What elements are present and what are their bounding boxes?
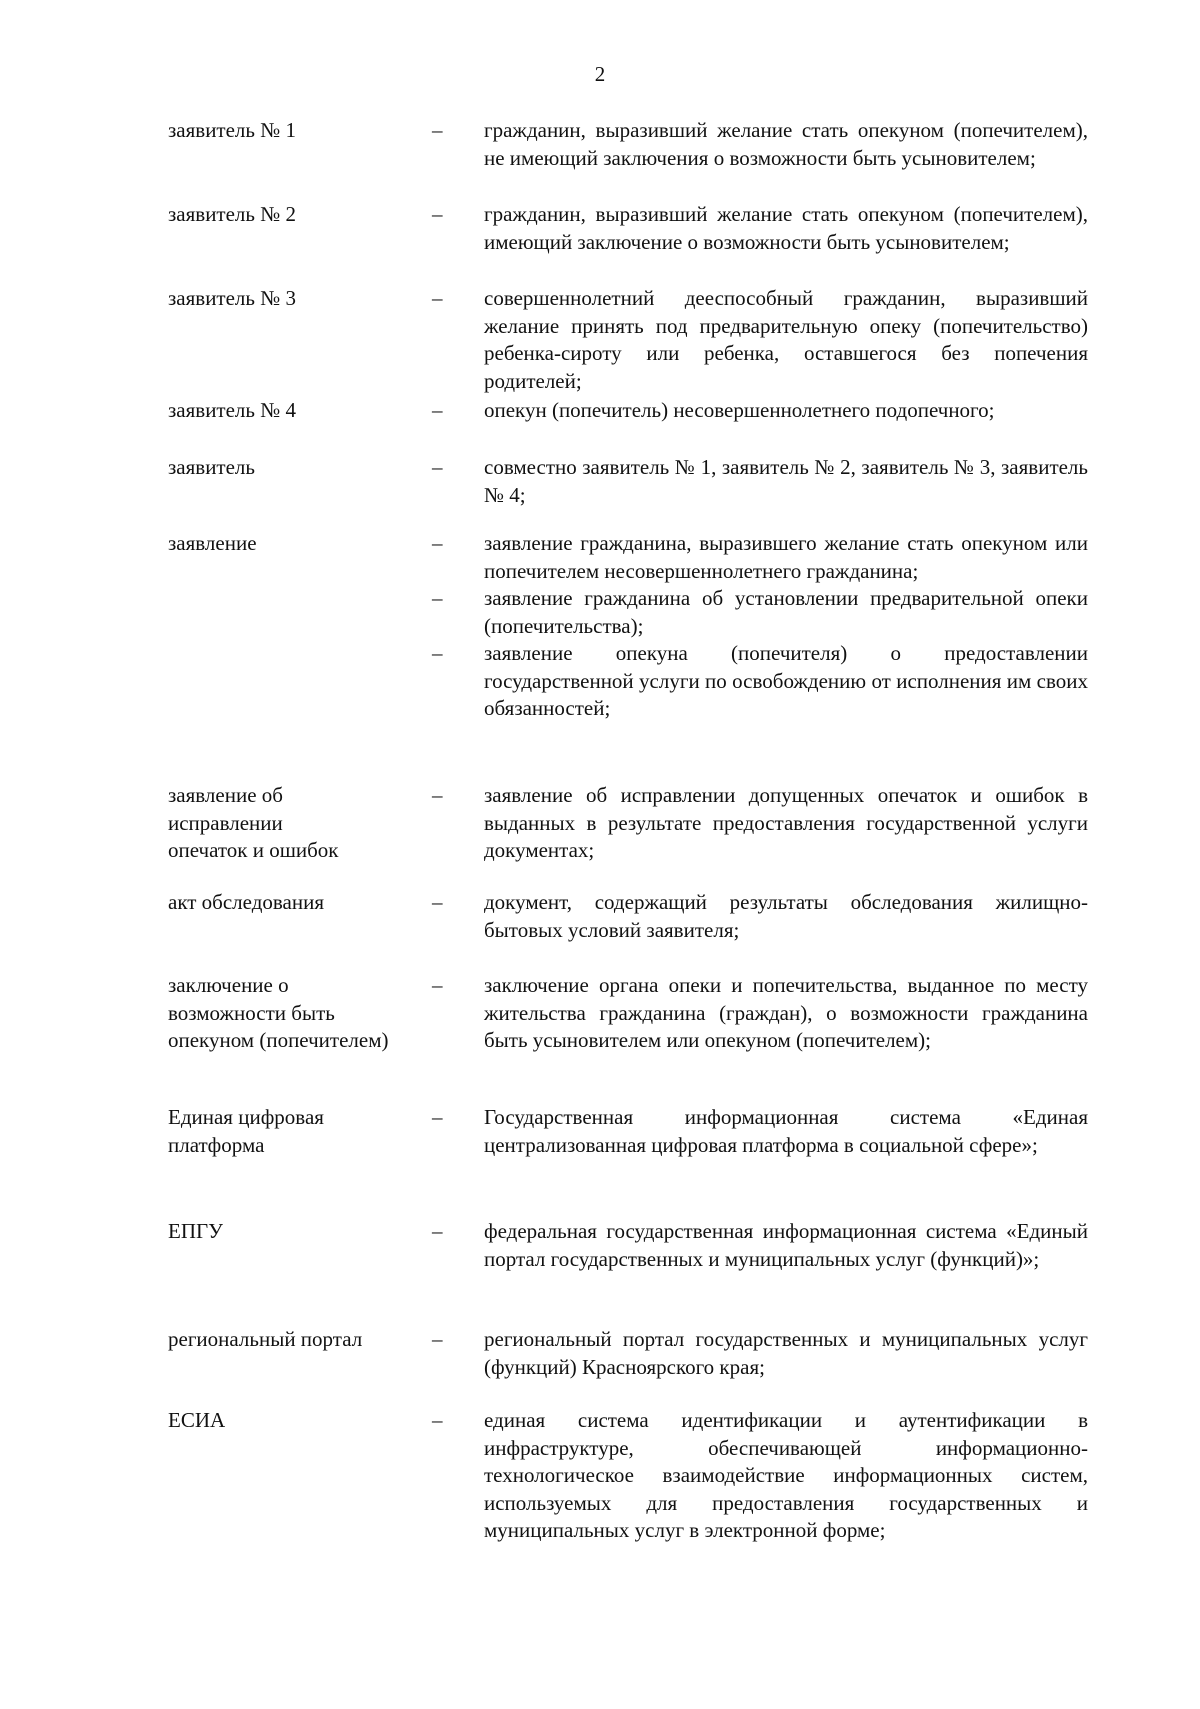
definition-term: заявитель № 3 (168, 286, 297, 310)
definition-text: Государственная информационная система «Единая централизованная цифровая платформа в социальной сфере»; (484, 1105, 1088, 1157)
definition-entry (168, 117, 1088, 172)
definition-text: региональный портал государственных и муниципальных услуг (функций) Красноярского края; (484, 1327, 1088, 1379)
definition-entry (168, 201, 1088, 256)
definition-text: федеральная государственная информационная система «Единый портал государственных и муниципальных услуг (функций)»; (484, 1219, 1088, 1271)
dash: – (432, 455, 443, 479)
definition-term: заявление (168, 531, 257, 555)
definition-term: заявление об исправлении опечаток и ошибок (168, 783, 339, 862)
page-number: 2 (594, 62, 606, 86)
definition-entry (168, 1326, 1088, 1381)
definition-text: заявление гражданина об установлении предварительной опеки (попечительства); (484, 586, 1088, 638)
definition-entry (168, 454, 1088, 509)
definition-text: гражданин, выразивший желание стать опекуном (попечителем), имеющий заключение о возможности быть усыновителем; (484, 202, 1088, 254)
dash: – (432, 973, 443, 997)
definition-text: совершеннолетний дееспособный гражданин, выразивший желание принять под предварительную опеку (попечительство) ребенка-сироту или ребенка, оставшегося без попечения родителей; (484, 286, 1088, 393)
definition-term: заявитель № 2 (168, 202, 297, 226)
dash: – (432, 1219, 443, 1243)
definition-text: совместно заявитель № 1, заявитель № 2, заявитель № 3, заявитель № 4; (484, 455, 1088, 507)
definition-term: заявитель № 4 (168, 398, 297, 422)
dash: – (432, 1105, 443, 1129)
definition-entry (168, 530, 1088, 723)
dash: – (432, 118, 443, 142)
definition-text: заявление об исправлении допущенных опечаток и ошибок в выданных в результате предоставления государственной услуги документах; (484, 783, 1088, 862)
definition-term: акт обследования (168, 890, 324, 914)
definition-entry (168, 1104, 1088, 1159)
definition-entry (168, 285, 1088, 395)
dash: – (432, 890, 443, 914)
dash: – (432, 531, 443, 555)
definition-term: Единая цифровая платформа (168, 1105, 324, 1157)
definition-entry (168, 972, 1088, 1055)
definition-entry (168, 1218, 1088, 1273)
definition-text: опекун (попечитель) несовершеннолетнего подопечного; (484, 398, 995, 422)
dash: – (432, 286, 443, 310)
dash: – (432, 398, 443, 422)
definition-text: документ, содержащий результаты обследования жилищно-бытовых условий заявителя; (484, 890, 1088, 942)
dash: – (432, 641, 443, 665)
definition-term: заключение о возможности быть опекуном (попечителем) (168, 973, 389, 1052)
dash: – (432, 1327, 443, 1351)
definition-term: региональный портал (168, 1327, 363, 1351)
definition-text: единая система идентификации и аутентификации в инфраструктуре, обеспечивающей информационно-технологическое взаимодействие информационных систем, используемых для предоставления государственных и муниципальных услуг в электронной форме; (484, 1408, 1088, 1542)
dash: – (432, 783, 443, 807)
definition-term: заявитель (168, 455, 255, 479)
dash: – (432, 202, 443, 226)
definition-term: ЕСИА (168, 1408, 226, 1432)
definition-entry (168, 782, 1088, 865)
definition-text: заявление гражданина, выразившего желание стать опекуном или попечителем несовершеннолетнего гражданина; (484, 531, 1088, 583)
definition-entry (168, 1407, 1088, 1545)
definition-term: ЕПГУ (168, 1219, 224, 1243)
definition-term: заявитель № 1 (168, 118, 297, 142)
definition-entry (168, 889, 1088, 944)
definition-text: заявление опекуна (попечителя) о предоставлении государственной услуги по освобождению от исполнения им своих обязанностей; (484, 641, 1088, 720)
dash: – (432, 586, 443, 610)
definition-text: заключение органа опеки и попечительства, выданное по месту жительства гражданина (граждан), о возможности гражданина быть усыновителем или опекуном (попечителем); (484, 973, 1088, 1052)
definition-text: гражданин, выразивший желание стать опекуном (попечителем), не имеющий заключения о возможности быть усыновителем; (484, 118, 1088, 170)
definition-entry (168, 397, 1088, 425)
dash: – (432, 1408, 443, 1432)
